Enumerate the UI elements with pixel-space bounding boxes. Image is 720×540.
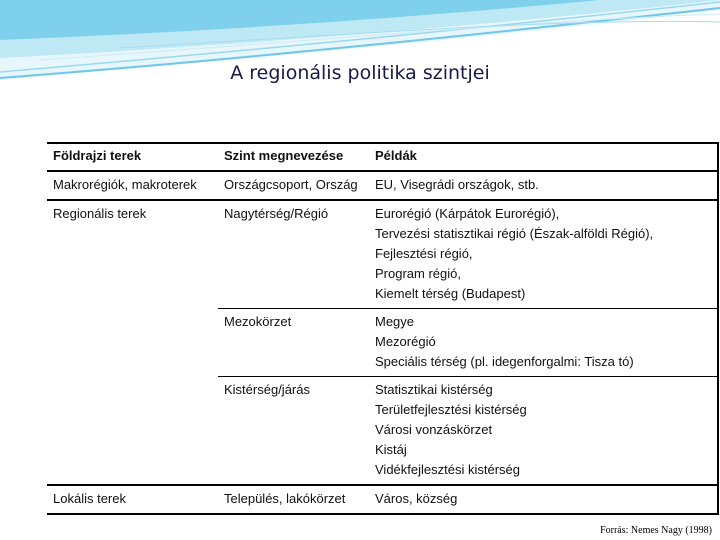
example-line: Eurorégió (Kárpátok Eurorégió),: [375, 206, 560, 221]
header-level-name: Szint megnevezése: [218, 143, 369, 171]
example-line: Vidékfejlesztési kistérség: [375, 462, 520, 477]
table-row: [47, 200, 718, 309]
table-row: [47, 309, 718, 377]
cell-examples: [369, 309, 718, 377]
table-row: [47, 377, 718, 486]
cell-space: Lokális terek: [47, 485, 218, 514]
regional-levels-table: [47, 142, 719, 515]
example-line: Statisztikai kistérség: [375, 382, 493, 397]
example-line: Program régió,: [375, 266, 461, 281]
example-line: Városi vonzáskörzet: [375, 422, 493, 437]
cell-space: [47, 377, 218, 486]
slide-title: A regionális politika szintjei: [230, 62, 490, 84]
source-citation: Forrás: Nemes Nagy (1998): [600, 525, 712, 536]
example-line: Megye: [375, 314, 415, 329]
cell-examples: [369, 485, 718, 514]
table-header-row: [47, 143, 718, 171]
header-geographic-spaces: Földrajzi terek: [47, 143, 218, 171]
example-line: Tervezési statisztikai régió (Észak-alföldi Régió),: [375, 226, 654, 241]
example-line: EU, Visegrádi országok, stb.: [375, 177, 539, 192]
cell-level: Nagytérség/Régió: [218, 200, 369, 309]
header-examples: Példák: [369, 143, 718, 171]
cell-space: Makrorégiók, makroterek: [47, 171, 218, 200]
cell-space: [47, 309, 218, 377]
example-line: Területfejlesztési kistérség: [375, 402, 527, 417]
cell-level: Mezokörzet: [218, 309, 369, 377]
table-row: [47, 171, 718, 200]
example-line: Speciális térség (pl. idegenforgalmi: Tisza tó): [375, 354, 634, 369]
cell-examples: [369, 171, 718, 200]
example-line: Kiemelt térség (Budapest): [375, 286, 526, 301]
cell-level: Település, lakókörzet: [218, 485, 369, 514]
example-line: Fejlesztési régió,: [375, 246, 473, 261]
cell-examples: [369, 377, 718, 486]
cell-level: Kistérség/járás: [218, 377, 369, 486]
example-line: Kistáj: [375, 442, 407, 457]
example-line: Mezorégió: [375, 334, 436, 349]
cell-level: Országcsoport, Ország: [218, 171, 369, 200]
example-line: Város, község: [375, 491, 458, 506]
cell-examples: [369, 200, 718, 309]
cell-space: Regionális terek: [53, 206, 147, 221]
table-row: [47, 485, 718, 514]
